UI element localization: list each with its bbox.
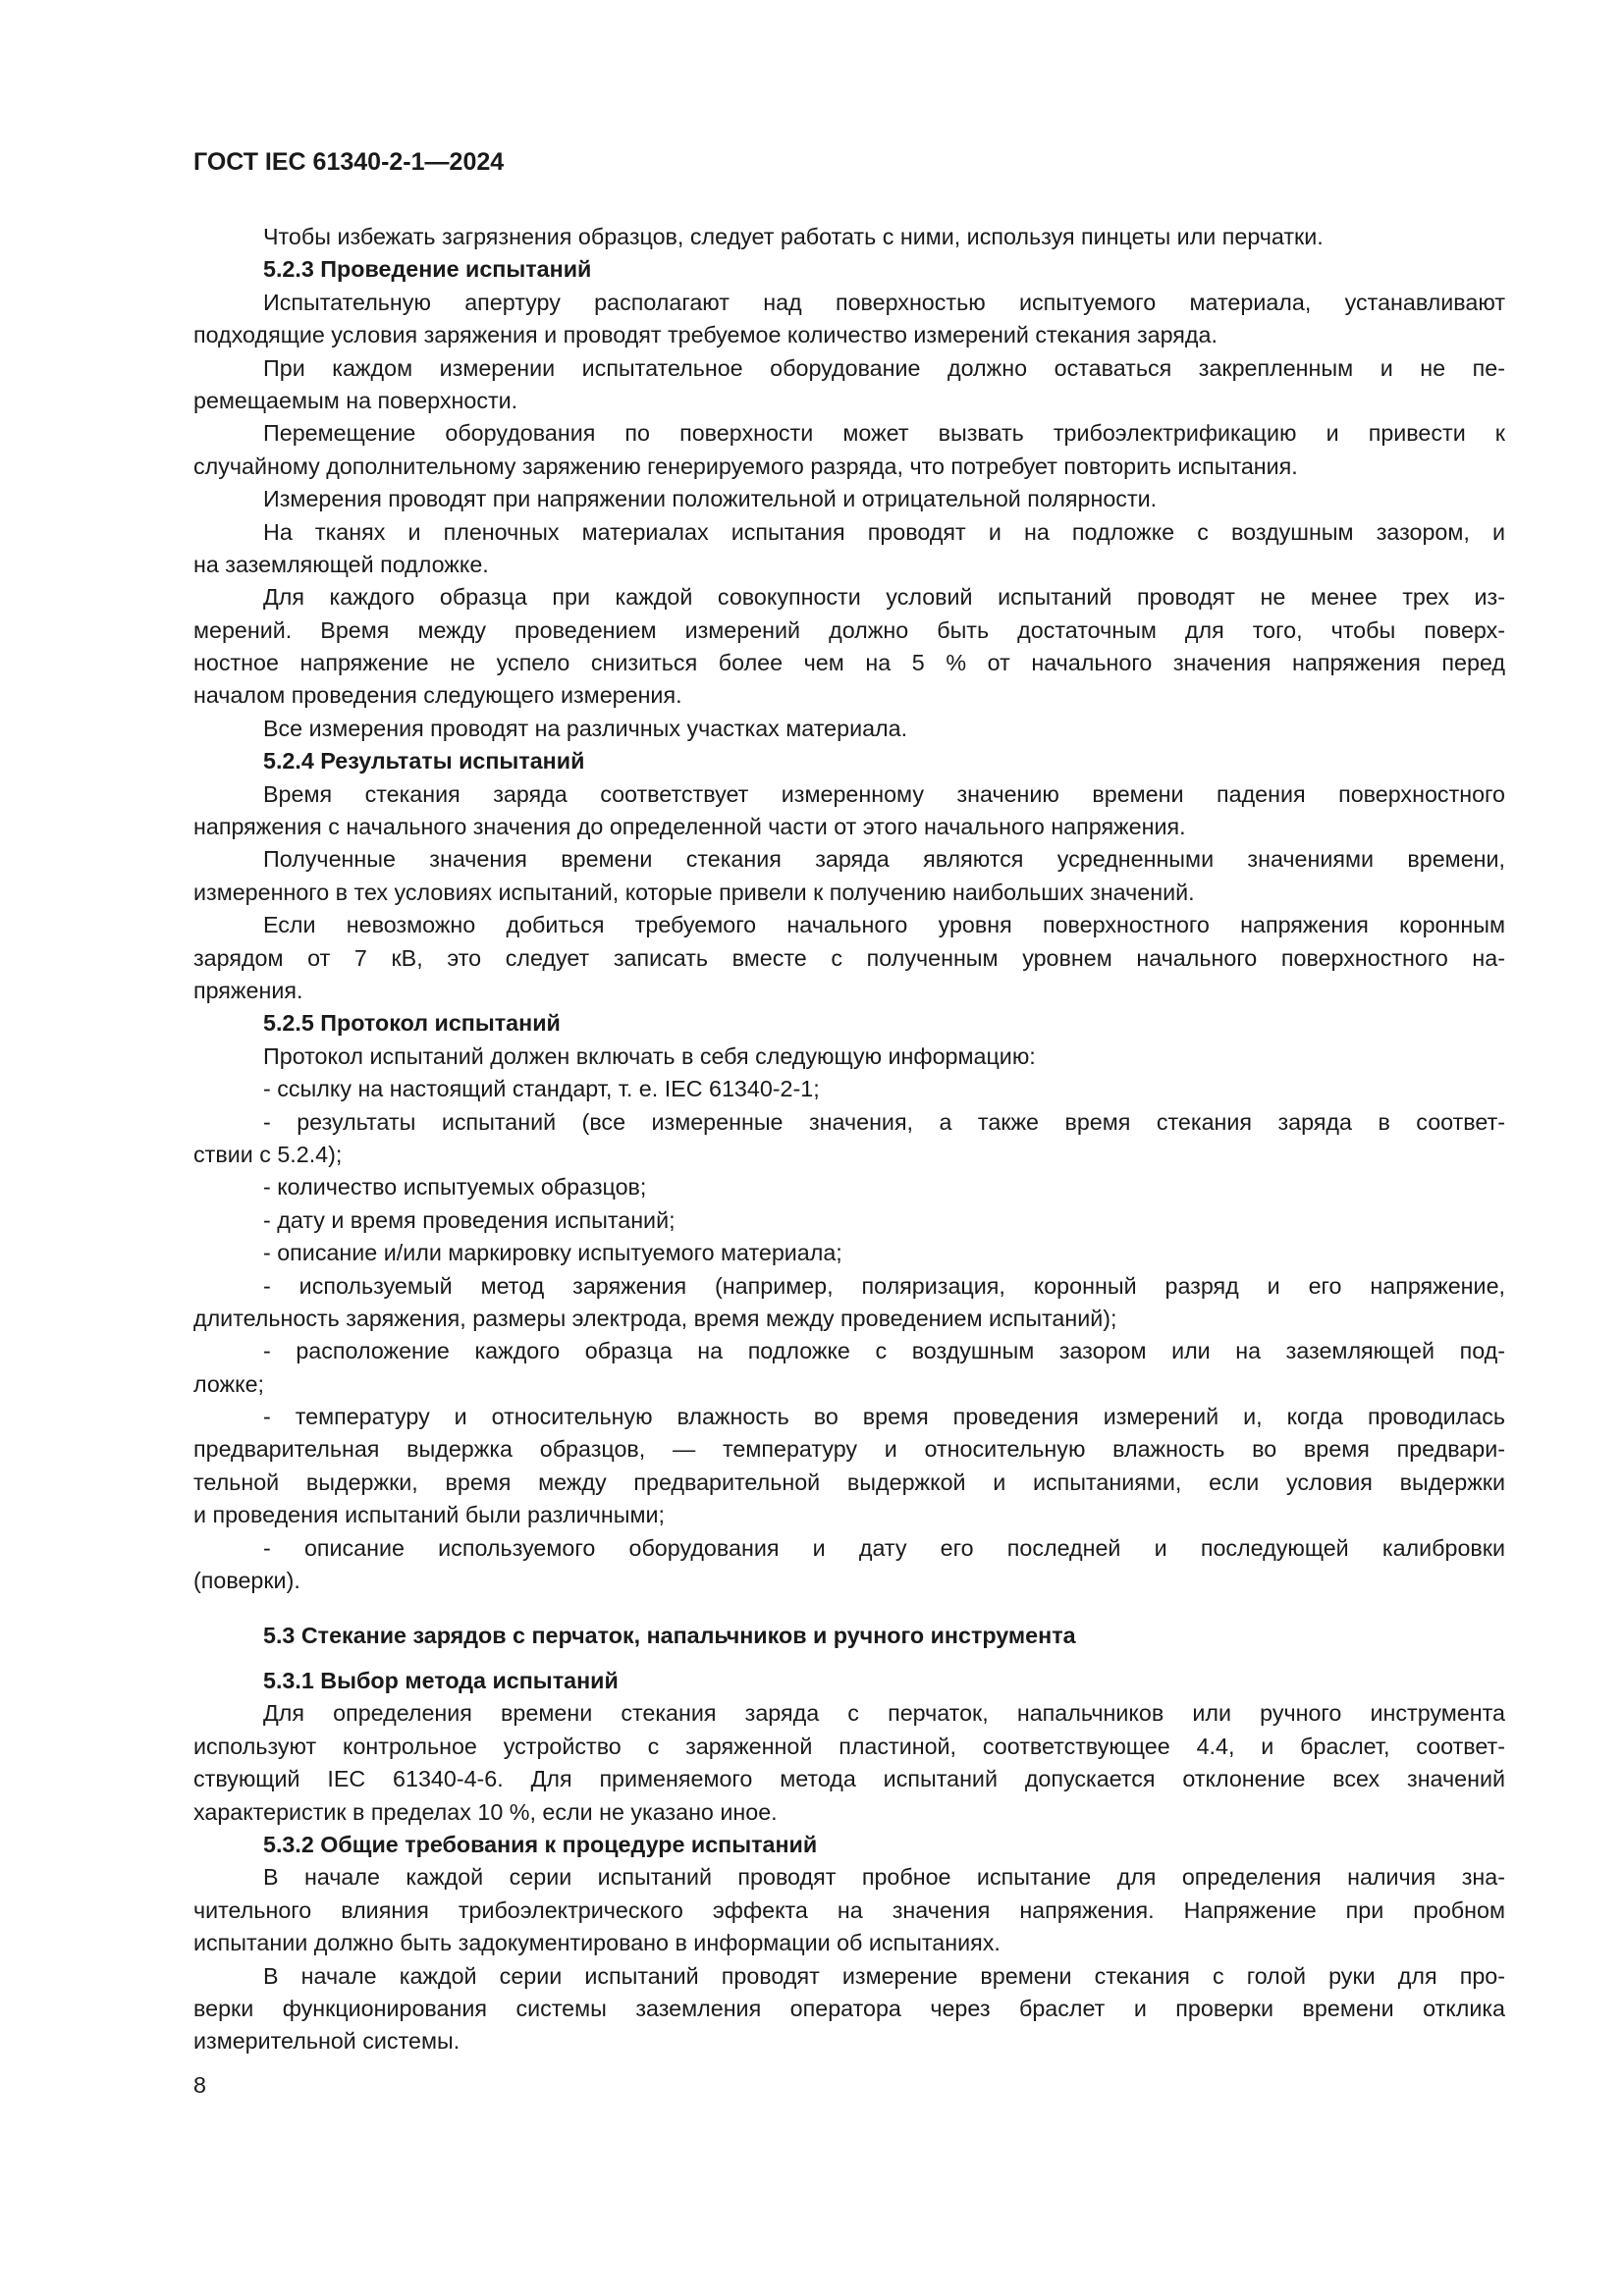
text-line: измерительной системы. — [193, 2028, 460, 2055]
text-line: На тканях и пленочных материалах испытания проводят и на подложке с воздушным зазором, и — [263, 518, 1505, 545]
text-line: тельной выдержки, время между предварительной выдержкой и испытаниями, если условия выдержки — [193, 1468, 1505, 1495]
text-line: длительность заряжения, размеры электрода, время между проведением испытаний); — [193, 1305, 1117, 1331]
text-line: - описание и/или маркировку испытуемого материала; — [263, 1240, 842, 1266]
text-line: Все измерения проводят на различных участках материала. — [263, 715, 908, 741]
section-heading: 5.2.4 Результаты испытаний — [263, 748, 585, 774]
text-line: (поверки). — [193, 1568, 300, 1594]
list-item — [193, 1401, 1505, 1532]
text-line: Полученные значения времени стекания заряда являются усредненными значениями времени, — [263, 846, 1505, 873]
text-line: Для определения времени стекания заряда с перчаток, напальчников или ручного инструмента — [263, 1700, 1505, 1727]
paragraph — [193, 843, 1505, 909]
paragraph — [193, 352, 1505, 418]
section-heading: 5.3.2 Общие требования к процедуре испытаний — [263, 1831, 818, 1857]
text-line: подходящие условия заряжения и проводят требуемое количество измерений стекания заряда. — [193, 322, 1218, 348]
paragraph — [193, 778, 1505, 844]
text-line: В начале каждой серии испытаний проводят измерение времени стекания с голой руки для про- — [263, 1962, 1505, 1989]
paragraph — [193, 483, 1505, 515]
list-item — [193, 1204, 1505, 1237]
text-line: измеренного в тех условиях испытаний, которые привели к получению наибольших значений. — [193, 879, 1195, 905]
paragraph — [193, 909, 1505, 1007]
text-line: - количество испытуемых образцов; — [263, 1174, 647, 1201]
text-line: ностное напряжение не успело снизиться более чем на 5 % от начального значения напряжения перед — [193, 650, 1505, 676]
text-line: Для каждого образца при каждой совокупности условий испытаний проводят не менее трех из- — [263, 584, 1505, 611]
list-item — [193, 1171, 1505, 1203]
list-item — [193, 1237, 1505, 1269]
document-header: ГОСТ IEC 61340-2-1—2024 — [193, 148, 505, 176]
text-line: чительного влияния трибоэлектрического эффекта на значения напряжения. Напряжение при пробном — [193, 1896, 1505, 1923]
text-line: началом проведения следующего измерения. — [193, 682, 682, 709]
list-item — [193, 1532, 1505, 1598]
text-line: верки функционирования системы заземления оператора через браслет и проверки времени отклика — [193, 1995, 1505, 2021]
text-line: предварительная выдержка образцов, — температуру и относительную влажность во время предвари- — [193, 1436, 1505, 1463]
paragraph — [193, 1041, 1505, 1073]
text-line: - результаты испытаний (все измеренные значения, а также время стекания заряда в соответ- — [263, 1108, 1505, 1135]
document-body — [193, 221, 1505, 2058]
text-line: ствующий IEC 61340-4-6. Для применяемого метода испытаний допускается отклонение всех значений — [193, 1766, 1505, 1792]
paragraph — [193, 1861, 1505, 1959]
list-item — [193, 1106, 1505, 1172]
text-line: случайному дополнительному заряжению генерируемого разряда, что потребует повторить испытания. — [193, 453, 1298, 479]
text-line: Чтобы избежать загрязнения образцов, следует работать с ними, используя пинцеты или перчатки. — [263, 224, 1324, 249]
paragraph — [193, 221, 1505, 253]
text-line: Измерения проводят при напряжении положительной и отрицательной полярности. — [263, 486, 1158, 512]
section-heading: 5.2.5 Протокол испытаний — [263, 1010, 561, 1037]
list-item — [193, 1073, 1505, 1105]
text-line: - ссылку на настоящий стандарт, т. е. IEC 61340-2-1; — [263, 1076, 820, 1102]
text-line: - дату и время проведения испытаний; — [263, 1206, 676, 1233]
text-line: - расположение каждого образца на подложке с воздушным зазором или на заземляющей под- — [263, 1338, 1505, 1364]
paragraph — [193, 417, 1505, 483]
text-line: ремещаемым на поверхности. — [193, 387, 518, 413]
text-line: испытании должно быть задокументировано в информации об испытаниях. — [193, 1930, 1001, 1956]
text-line: напряжения с начального значения до определенной части от этого начального напряжения. — [193, 814, 1186, 840]
text-line: Протокол испытаний должен включать в себя следующую информацию: — [263, 1042, 1036, 1069]
section-heading: 5.3.1 Выбор метода испытаний — [263, 1667, 619, 1693]
paragraph — [193, 1960, 1505, 2058]
text-line: - описание используемого оборудования и дату его последней и последующей калибровки — [263, 1534, 1505, 1561]
text-line: Испытательную апертуру располагают над поверхностью испытуемого материала, устанавливают — [263, 289, 1505, 315]
page-number: 8 — [193, 2072, 206, 2098]
text-line: В начале каждой серии испытаний проводят пробное испытание для определения наличия зна- — [263, 1864, 1505, 1891]
section-heading: 5.3 Стекание зарядов с перчаток, напальчников и ручного инструмента — [263, 1623, 1076, 1648]
text-line: ствии с 5.2.4); — [193, 1141, 343, 1167]
list-item — [193, 1270, 1505, 1336]
text-line: характеристик в пределах 10 %, если не указано иное. — [193, 1798, 778, 1825]
text-line: используют контрольное устройство с заряженной пластиной, соответствующее 4.4, и браслет, соответ- — [193, 1733, 1505, 1759]
paragraph — [193, 713, 1505, 745]
list-item — [193, 1335, 1505, 1401]
text-line: зарядом от 7 кВ, это следует записать вместе с полученным уровнем начального поверхностного на- — [193, 944, 1505, 971]
text-line: мерений. Время между проведением измерений должно быть достаточным для того, чтобы поверх- — [193, 616, 1505, 643]
text-line: - температуру и относительную влажность во время проведения измерений и, когда проводилась — [263, 1404, 1505, 1430]
text-line: на заземляющей подложке. — [193, 551, 489, 577]
text-line: - используемый метод заряжения (например, поляризация, коронный разряд и его напряжение, — [263, 1272, 1505, 1299]
text-line: Перемещение оборудования по поверхности может вызвать трибоэлектрификацию и привести к — [263, 420, 1505, 447]
paragraph — [193, 581, 1505, 713]
text-line: ложке; — [193, 1370, 265, 1397]
text-line: Время стекания заряда соответствует измеренному значению времени падения поверхностного — [263, 780, 1505, 807]
text-line: пряжения. — [193, 977, 303, 1003]
section-heading: 5.2.3 Проведение испытаний — [263, 256, 592, 283]
text-line: и проведения испытаний были различными; — [193, 1502, 665, 1528]
text-line: При каждом измерении испытательное оборудование должно оставаться закрепленным и не пе- — [263, 354, 1505, 381]
text-line: Если невозможно добиться требуемого начального уровня поверхностного напряжения коронным — [263, 912, 1505, 938]
paragraph — [193, 287, 1505, 352]
paragraph — [193, 1697, 1505, 1829]
paragraph — [193, 516, 1505, 582]
